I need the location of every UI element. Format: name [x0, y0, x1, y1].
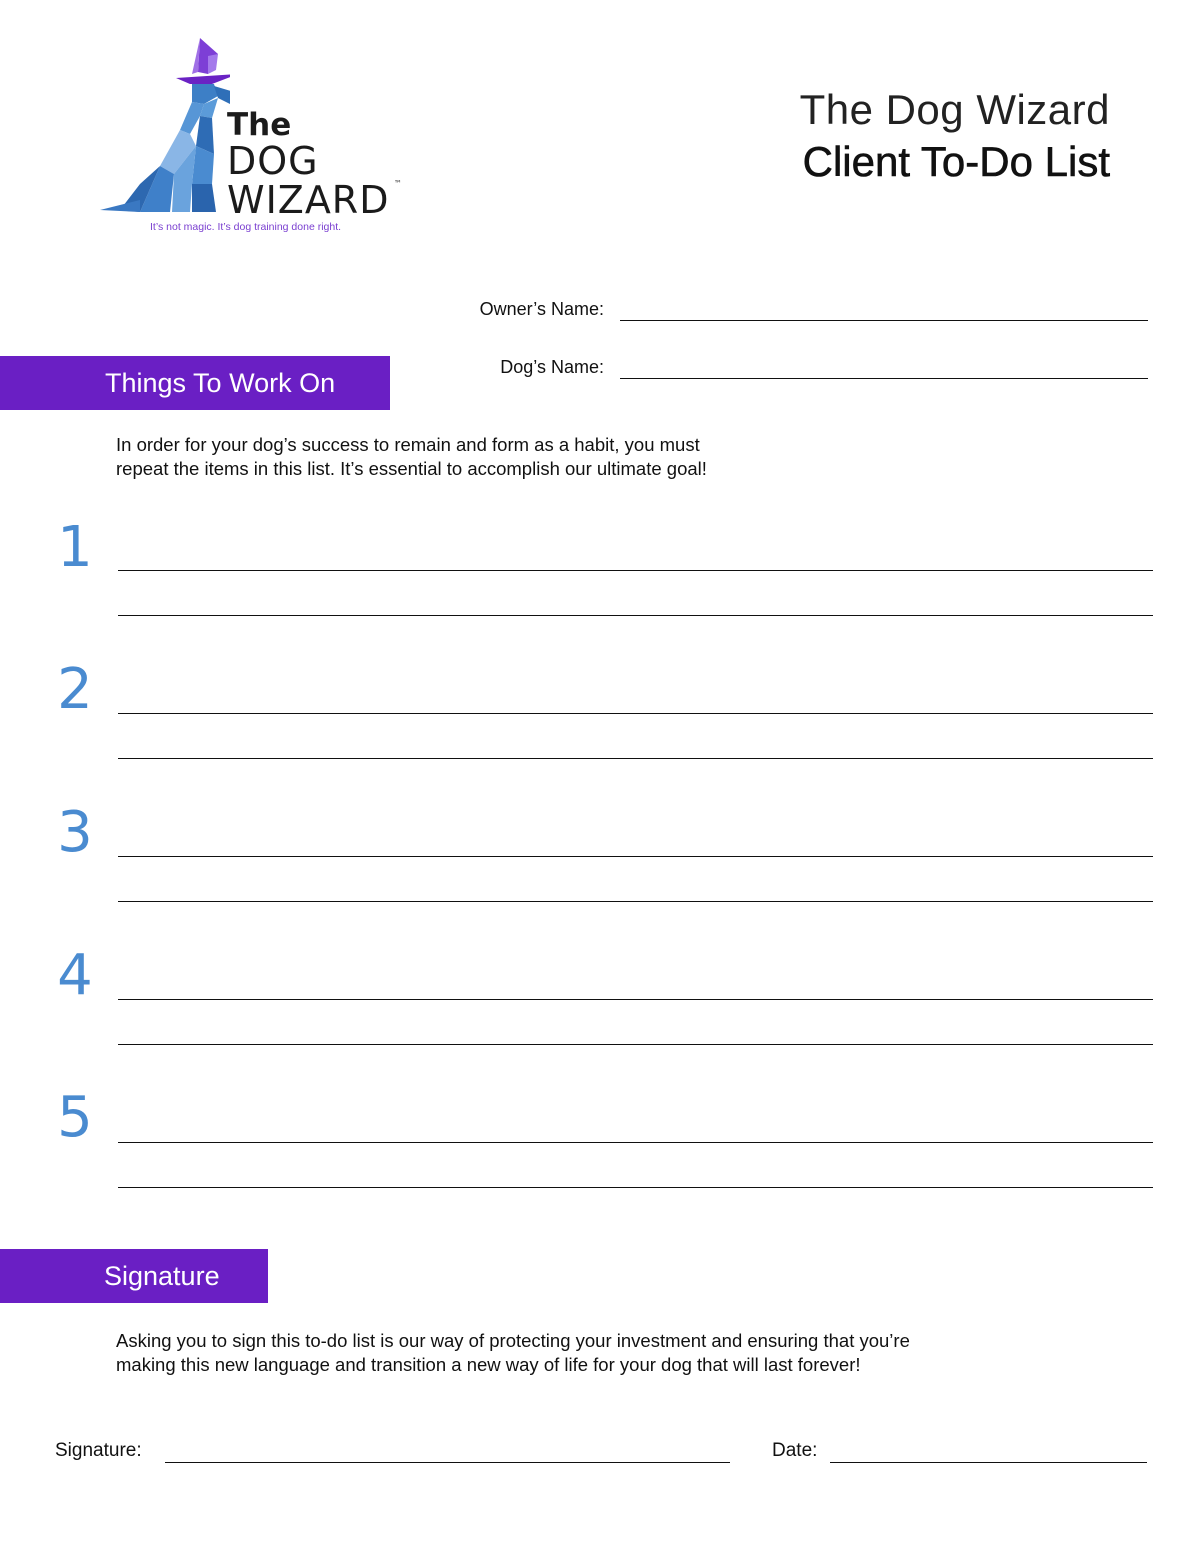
work-intro-line-2: repeat the items in this list. It’s essential to accomplish our ultimate goal!	[116, 458, 707, 479]
logo-word-wizard: WIZARD	[227, 178, 390, 222]
things-to-work-on-banner	[0, 356, 390, 410]
item-4-line-2[interactable]	[118, 1044, 1153, 1045]
logo-word-the: The	[227, 107, 292, 143]
signature-heading: Signature	[104, 1261, 220, 1291]
item-3-line-1[interactable]	[118, 856, 1153, 857]
item-3-line-2[interactable]	[118, 901, 1153, 902]
signature-label: Signature:	[55, 1440, 142, 1461]
dog-wizard-logo	[100, 34, 420, 239]
item-number-4: 4	[57, 943, 93, 1008]
item-2-line-2[interactable]	[118, 758, 1153, 759]
dog-name-label: Dog’s Name:	[500, 357, 604, 377]
item-4-line-1[interactable]	[118, 999, 1153, 1000]
item-1-line-2[interactable]	[118, 615, 1153, 616]
owner-name-label: Owner’s Name:	[479, 299, 604, 319]
work-intro-text	[116, 433, 1016, 481]
dog-name-field[interactable]	[620, 378, 1148, 379]
logo-tagline: It’s not magic. It’s dog training done right.	[150, 221, 342, 233]
signature-text	[116, 1329, 1166, 1377]
item-number-3: 3	[57, 800, 93, 865]
date-label: Date:	[772, 1440, 818, 1461]
item-5-line-1[interactable]	[118, 1142, 1153, 1143]
signature-text-line-2: making this new language and transition a new way of life for your dog that will last forever!	[116, 1354, 861, 1375]
item-5-line-2[interactable]	[118, 1187, 1153, 1188]
wizard-dog-icon	[100, 34, 230, 219]
item-number-2: 2	[57, 657, 93, 722]
signature-field[interactable]	[165, 1462, 730, 1463]
document-title: Client To-Do List	[802, 138, 1110, 185]
trademark-symbol: ™	[394, 179, 402, 188]
item-number-5: 5	[57, 1085, 93, 1150]
item-2-line-1[interactable]	[118, 713, 1153, 714]
logo-word-dog: DOG	[227, 139, 319, 183]
signature-text-line-1: Asking you to sign this to-do list is our way of protecting your investment and ensuring that you’re	[116, 1330, 910, 1351]
owner-name-field[interactable]	[620, 320, 1148, 321]
date-field[interactable]	[830, 1462, 1147, 1463]
document-title-brand: The Dog Wizard	[799, 86, 1110, 133]
signature-banner	[0, 1249, 268, 1303]
things-to-work-on-heading: Things To Work On	[105, 368, 336, 398]
item-1-line-1[interactable]	[118, 570, 1153, 571]
item-number-1: 1	[57, 515, 93, 580]
work-intro-line-1: In order for your dog’s success to remain and form as a habit, you must	[116, 434, 700, 455]
